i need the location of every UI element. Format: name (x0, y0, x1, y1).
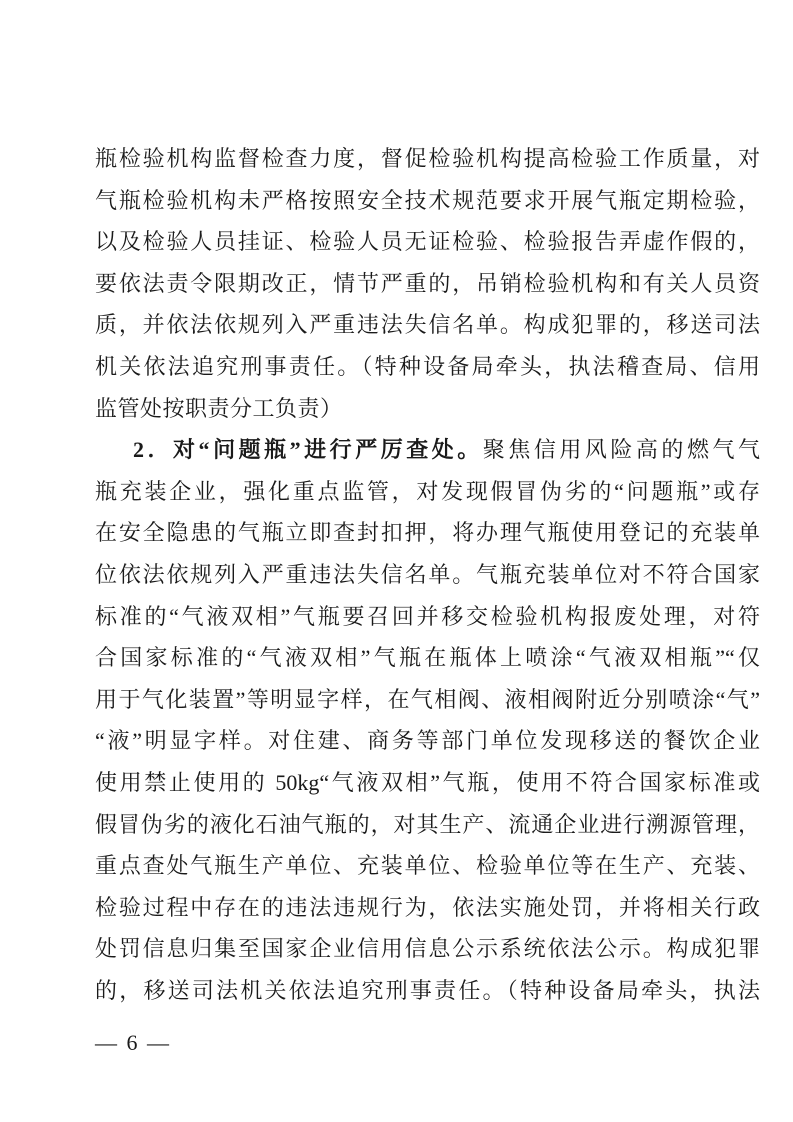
body-line: 合国家标准的“气液双相”气瓶在瓶体上喷涂“气液双相瓶”“仅 (95, 645, 760, 671)
body-line: 机关依法追究刑事责任。（特种设备局牵头，执法稽查局、信用 (95, 353, 760, 379)
body-line: “液”明显字样。对住建、商务等部门单位发现移送的餐饮企业 (95, 728, 761, 754)
body-line: 要依法责令限期改正，情节严重的，吊销检验机构和有关人员资 (95, 270, 760, 296)
body-line: 的，移送司法机关依法追究刑事责任。（特种设备局牵头，执法 (95, 977, 760, 1003)
body-line: 使用禁止使用的 50kg“气液双相”气瓶，使用不符合国家标准或 (95, 769, 760, 795)
paragraph2-heading: 2．对“问题瓶”进行严厉查处。 (133, 437, 483, 463)
body-line: 瓶充装企业，强化重点监管，对发现假冒伪劣的“问题瓶”或存 (95, 478, 761, 504)
body-line: 检验过程中存在的违法违规行为，依法实施处罚，并将相关行政 (95, 894, 760, 920)
paragraph2-heading-continuation: 聚焦信用风险高的燃气气 (482, 437, 760, 463)
body-line: 瓶检验机构监督检查力度，督促检验机构提高检验工作质量，对 (95, 146, 760, 171)
body-line: 位依法依规列入严重违法失信名单。气瓶充装单位对不符合国家 (95, 561, 760, 587)
body-line: 重点查处气瓶生产单位、充装单位、检验单位等在生产、充装、 (95, 853, 760, 879)
page-number: — 6 — (95, 1030, 171, 1055)
body-line: 用于气化装置”等明显字样，在气相阀、液相阀附近分别喷涂“气” (95, 686, 760, 712)
body-line: 气瓶检验机构未严格按照安全技术规范要求开展气瓶定期检验， (95, 187, 760, 213)
body-line: 质，并依法依规列入严重违法失信名单。构成犯罪的，移送司法 (95, 312, 760, 338)
body-line: 标准的“气液双相”气瓶要召回并移交检验机构报废处理，对符 (95, 603, 760, 629)
body-line: 假冒伪劣的液化石油气瓶的，对其生产、流通企业进行溯源管理， (95, 811, 760, 837)
body-line: 在安全隐患的气瓶立即查封扣押，将办理气瓶使用登记的充装单 (95, 520, 760, 546)
body-line: 处罚信息归集至国家企业信用信息公示系统依法公示。构成犯罪 (95, 936, 760, 962)
body-line-paragraph-end: 监管处按职责分工负责） (95, 395, 343, 421)
page-body-text (95, 138, 760, 1011)
body-line: 以及检验人员挂证、检验人员无证检验、检验报告弄虚作假的， (95, 229, 760, 255)
body-line-heading (95, 429, 760, 471)
